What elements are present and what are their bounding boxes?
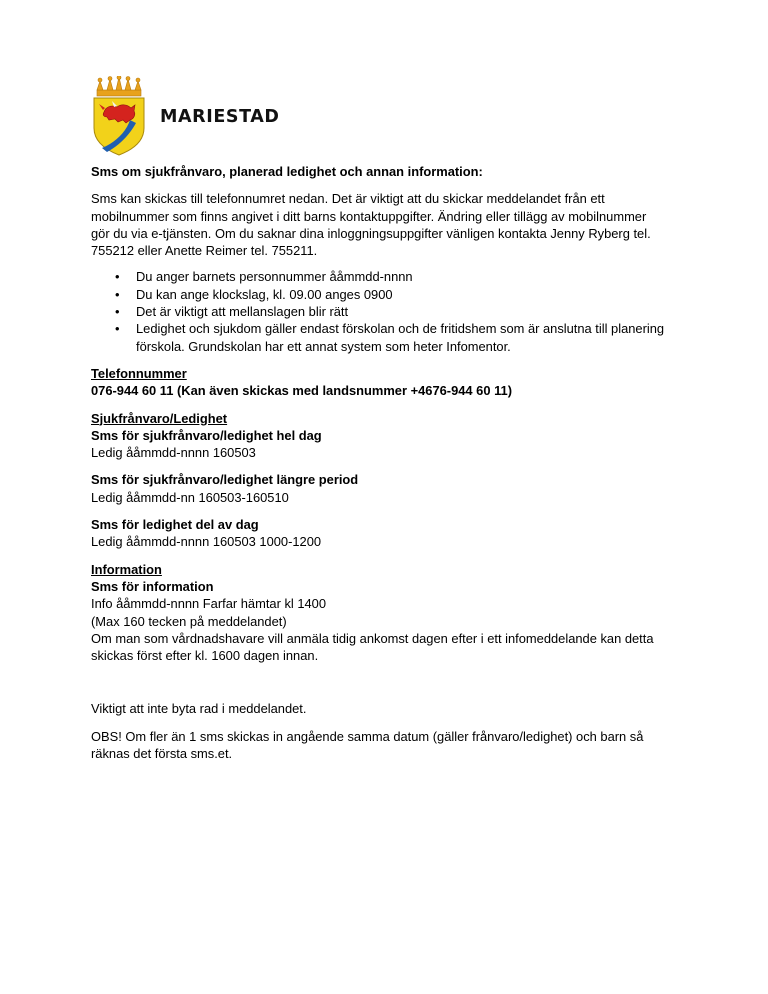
intro-line: 755212 eller Anette Reimer tel. 755211. (91, 243, 318, 259)
list-item: • Ledighet och sjukdom gäller endast förskolan och de fritidshem som är anslutna till planering förskola. Grundskolan har ett annat system som heter Infomentor. (115, 321, 665, 354)
bullet-icon: • (115, 286, 120, 302)
partday-heading: Sms för ledighet del av dag (91, 517, 259, 533)
list-item: • Du kan ange klockslag, kl. 09.00 anges 0900 (115, 286, 393, 302)
coat-of-arms-icon (90, 76, 148, 156)
absence-section (91, 410, 691, 462)
intro-line: mobilnummer som finns angivet i ditt barns kontaktuppgifter. Ändring eller tillägg av mobilnummer (91, 208, 647, 224)
obs-note: OBS! Om fler än 1 sms skickas in angående samma datum (gäller frånvaro/ledighet) och barn så räknas det första sms.et. (91, 728, 644, 762)
document-body (91, 163, 691, 762)
instruction-list (91, 268, 691, 354)
fullday-example: Ledig ååmmdd-nnnn 160503 (91, 445, 256, 461)
information-example: Info ååmmdd-nnnn Farfar hämtar kl 1400 (91, 596, 327, 612)
period-section (91, 471, 691, 506)
mariestad-logo (90, 76, 280, 156)
intro-paragraph (91, 190, 691, 259)
information-section (91, 561, 691, 665)
period-example: Ledig ååmmdd-nn 160503-160510 (91, 489, 289, 505)
phone-heading: Telefonnummer (91, 365, 187, 381)
information-sms-heading: Sms för information (91, 578, 214, 594)
information-note: Om man som vårdnadshavare vill anmäla tidig ankomst dagen efter i ett infomeddelande kan detta (91, 630, 654, 646)
list-item: • Du anger barnets personnummer ååmmdd-nnnn (115, 269, 413, 285)
phone-section (91, 365, 691, 400)
partday-example: Ledig ååmmdd-nnnn 160503 1000-1200 (91, 534, 322, 550)
bullet-icon: • (115, 321, 120, 337)
intro-line: gör du via e-tjänsten. Om du saknar dina inloggningsuppgifter vänligen kontakta Jenny Ryberg tel. (91, 225, 651, 241)
information-note: skickas först efter kl. 1600 dagen innan. (91, 648, 319, 664)
fullday-heading: Sms för sjukfrånvaro/ledighet hel dag (91, 427, 322, 443)
list-item: • Det är viktigt att mellanslagen blir rätt (115, 304, 349, 320)
bullet-icon: • (115, 304, 120, 320)
period-heading: Sms för sjukfrånvaro/ledighet längre period (91, 472, 359, 488)
information-heading: Information (91, 561, 162, 577)
partday-section (91, 516, 691, 551)
phone-number: 076-944 60 11 (Kan även skickas med landsnummer +4676-944 60 11) (91, 383, 513, 399)
absence-heading: Sjukfrånvaro/Ledighet (91, 410, 228, 426)
footer-note: Viktigt att inte byta rad i meddelandet. (91, 701, 307, 717)
logo-wordmark: MARIESTAD (160, 107, 280, 127)
page-title: Sms om sjukfrånvaro, planerad ledighet och annan information: (91, 164, 483, 179)
intro-line: Sms kan skickas till telefonnumret nedan. Det är viktigt att du skickar meddelandet från ett (91, 191, 605, 207)
information-limit: (Max 160 tecken på meddelandet) (91, 613, 287, 629)
bullet-icon: • (115, 269, 120, 285)
